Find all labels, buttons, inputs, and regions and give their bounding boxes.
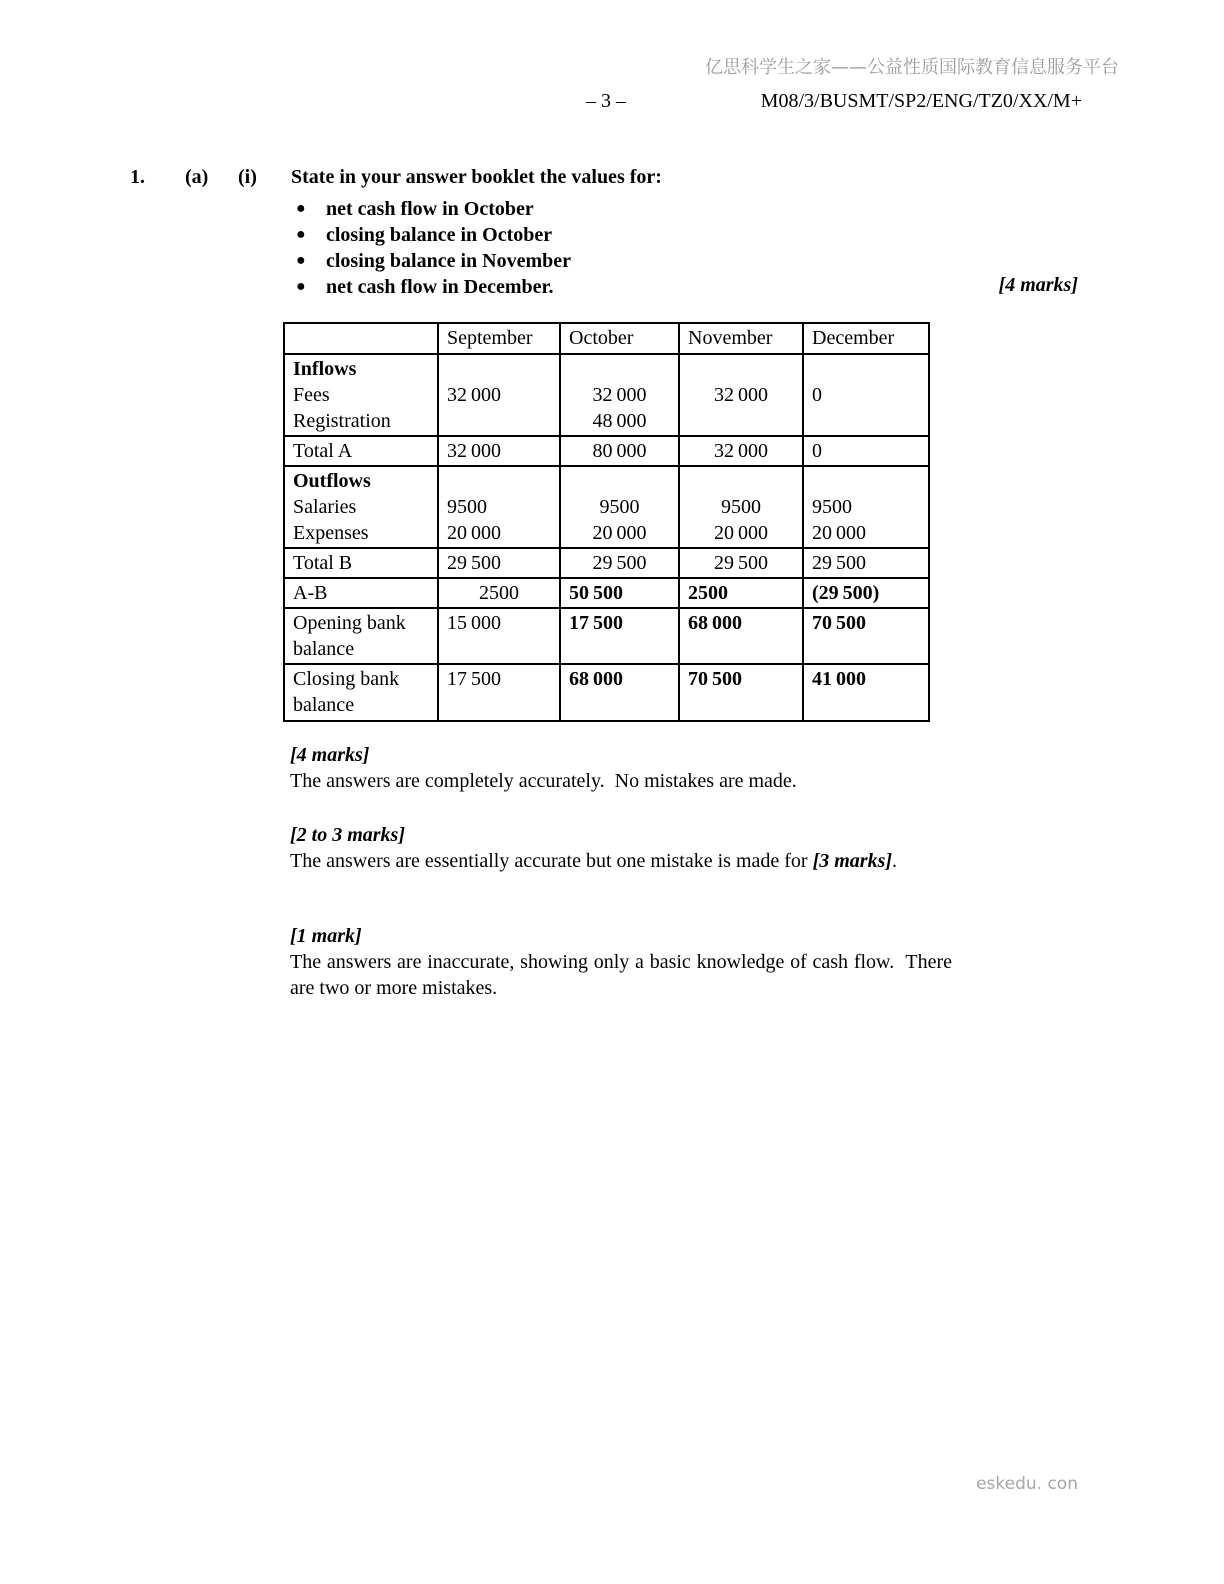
markband-title: [2 to 3 marks]: [290, 824, 405, 846]
cell-closing-october-answer: 68 000: [560, 664, 679, 721]
cell-header-october: October: [560, 323, 679, 354]
cell-header-november: November: [679, 323, 803, 354]
cell-header-december: December: [803, 323, 929, 354]
page-number: – 3 –: [586, 90, 626, 112]
footer-watermark: eskedu. con: [976, 1474, 1078, 1494]
cell-net-september: 2500: [438, 578, 560, 608]
row-total-b: [284, 548, 929, 578]
question-marks: [4 marks]: [998, 274, 1078, 296]
question-subpart: (i): [238, 166, 257, 188]
cell-closing-december-answer: 41 000: [803, 664, 929, 721]
cell-header-empty: [284, 323, 438, 354]
chinese-watermark: 亿思科学生之家——公益性质国际教育信息服务平台: [705, 57, 1119, 78]
cell-outflows-november: 9500 20 000: [679, 466, 803, 548]
bullet-icon: ●: [296, 252, 306, 269]
cell-fees-november: 32 000: [679, 354, 803, 436]
cell-closing-november-answer: 70 500: [679, 664, 803, 721]
markband-2-3-marks: [290, 822, 952, 874]
row-inflows: [284, 354, 929, 436]
bullet-text: net cash flow in December.: [326, 276, 554, 298]
cell-total-b-november: 29 500: [679, 548, 803, 578]
bullet-icon: ●: [296, 200, 306, 217]
row-outflows: [284, 466, 929, 548]
bullet-item: [296, 196, 534, 222]
cell-total-b-september: 29 500: [438, 548, 560, 578]
fees-label: Fees: [293, 384, 330, 406]
markband-title: [4 marks]: [290, 744, 370, 766]
cell-outflows-labels: [284, 466, 438, 548]
cell-total-a-october: 80 000: [560, 436, 679, 466]
cell-total-b-december: 29 500: [803, 548, 929, 578]
question-part: (a): [185, 166, 209, 188]
markband-description: The answers are completely accurately. No mistakes are made.: [290, 770, 797, 792]
bullet-item: [296, 274, 554, 300]
cell-total-a-september: 32 000: [438, 436, 560, 466]
cell-total-b-label: Total B: [284, 548, 438, 578]
salaries-label: Salaries: [293, 496, 357, 518]
question-stem: State in your answer booklet the values for:: [291, 166, 662, 188]
row-net-cash-flow: [284, 578, 929, 608]
row-total-a: [284, 436, 929, 466]
marks-reference: [3 marks]: [812, 850, 893, 872]
markband-4-marks: [290, 742, 952, 794]
bullet-icon: ●: [296, 278, 306, 295]
cell-opening-december-answer: 70 500: [803, 608, 929, 664]
bullet-text: closing balance in November: [326, 250, 571, 272]
cell-total-a-november: 32 000: [679, 436, 803, 466]
markband-description: The answers are essentially accurate but one mistake is made for [3 marks].: [290, 850, 898, 872]
cell-closing-label: Closing bank balance: [284, 664, 438, 721]
cash-flow-table-wrap: [283, 322, 930, 722]
cell-closing-september: 17 500: [438, 664, 560, 721]
cell-fees-september: 32 000: [438, 354, 560, 436]
question-number: 1.: [130, 166, 145, 188]
markband-title: [1 mark]: [290, 925, 362, 947]
cell-total-a-december: 0: [803, 436, 929, 466]
bullet-icon: ●: [296, 226, 306, 243]
cell-net-october-answer: 50 500: [560, 578, 679, 608]
expenses-label: Expenses: [293, 522, 369, 544]
cell-net-december-answer: (29 500): [803, 578, 929, 608]
cell-total-a-label: Total A: [284, 436, 438, 466]
bullet-text: closing balance in October: [326, 224, 553, 246]
bullet-item: [296, 222, 552, 248]
cell-inflows-labels: [284, 354, 438, 436]
cell-outflows-october: 9500 20 000: [560, 466, 679, 548]
row-opening-balance: [284, 608, 929, 664]
cell-total-b-october: 29 500: [560, 548, 679, 578]
registration-label: Registration: [293, 410, 391, 432]
inflows-title: Inflows: [293, 358, 357, 380]
cell-opening-september: 15 000: [438, 608, 560, 664]
cell-a-minus-b-label: A-B: [284, 578, 438, 608]
cell-outflows-december: 9500 20 000: [803, 466, 929, 548]
cell-outflows-september: 9500 20 000: [438, 466, 560, 548]
markband-1-mark: [290, 923, 957, 1001]
row-closing-balance: [284, 664, 929, 721]
cell-opening-november-answer: 68 000: [679, 608, 803, 664]
markband-description: The answers are inaccurate, showing only a basic knowledge of cash flow. There are two or more mistakes.: [290, 951, 957, 999]
cell-header-september: September: [438, 323, 560, 354]
cell-opening-label: Opening bank balance: [284, 608, 438, 664]
outflows-title: Outflows: [293, 470, 371, 492]
bullet-text: net cash flow in October: [326, 198, 534, 220]
bullet-item: [296, 248, 571, 274]
cell-fees-registration-october: 32 000 48 000: [560, 354, 679, 436]
header-row: [284, 323, 929, 354]
paper-code: M08/3/BUSMT/SP2/ENG/TZ0/XX/M+: [760, 90, 1082, 112]
cell-net-november-answer: 2500: [679, 578, 803, 608]
cash-flow-table: [283, 322, 930, 722]
cell-opening-october-answer: 17 500: [560, 608, 679, 664]
cell-fees-december: 0: [803, 354, 929, 436]
